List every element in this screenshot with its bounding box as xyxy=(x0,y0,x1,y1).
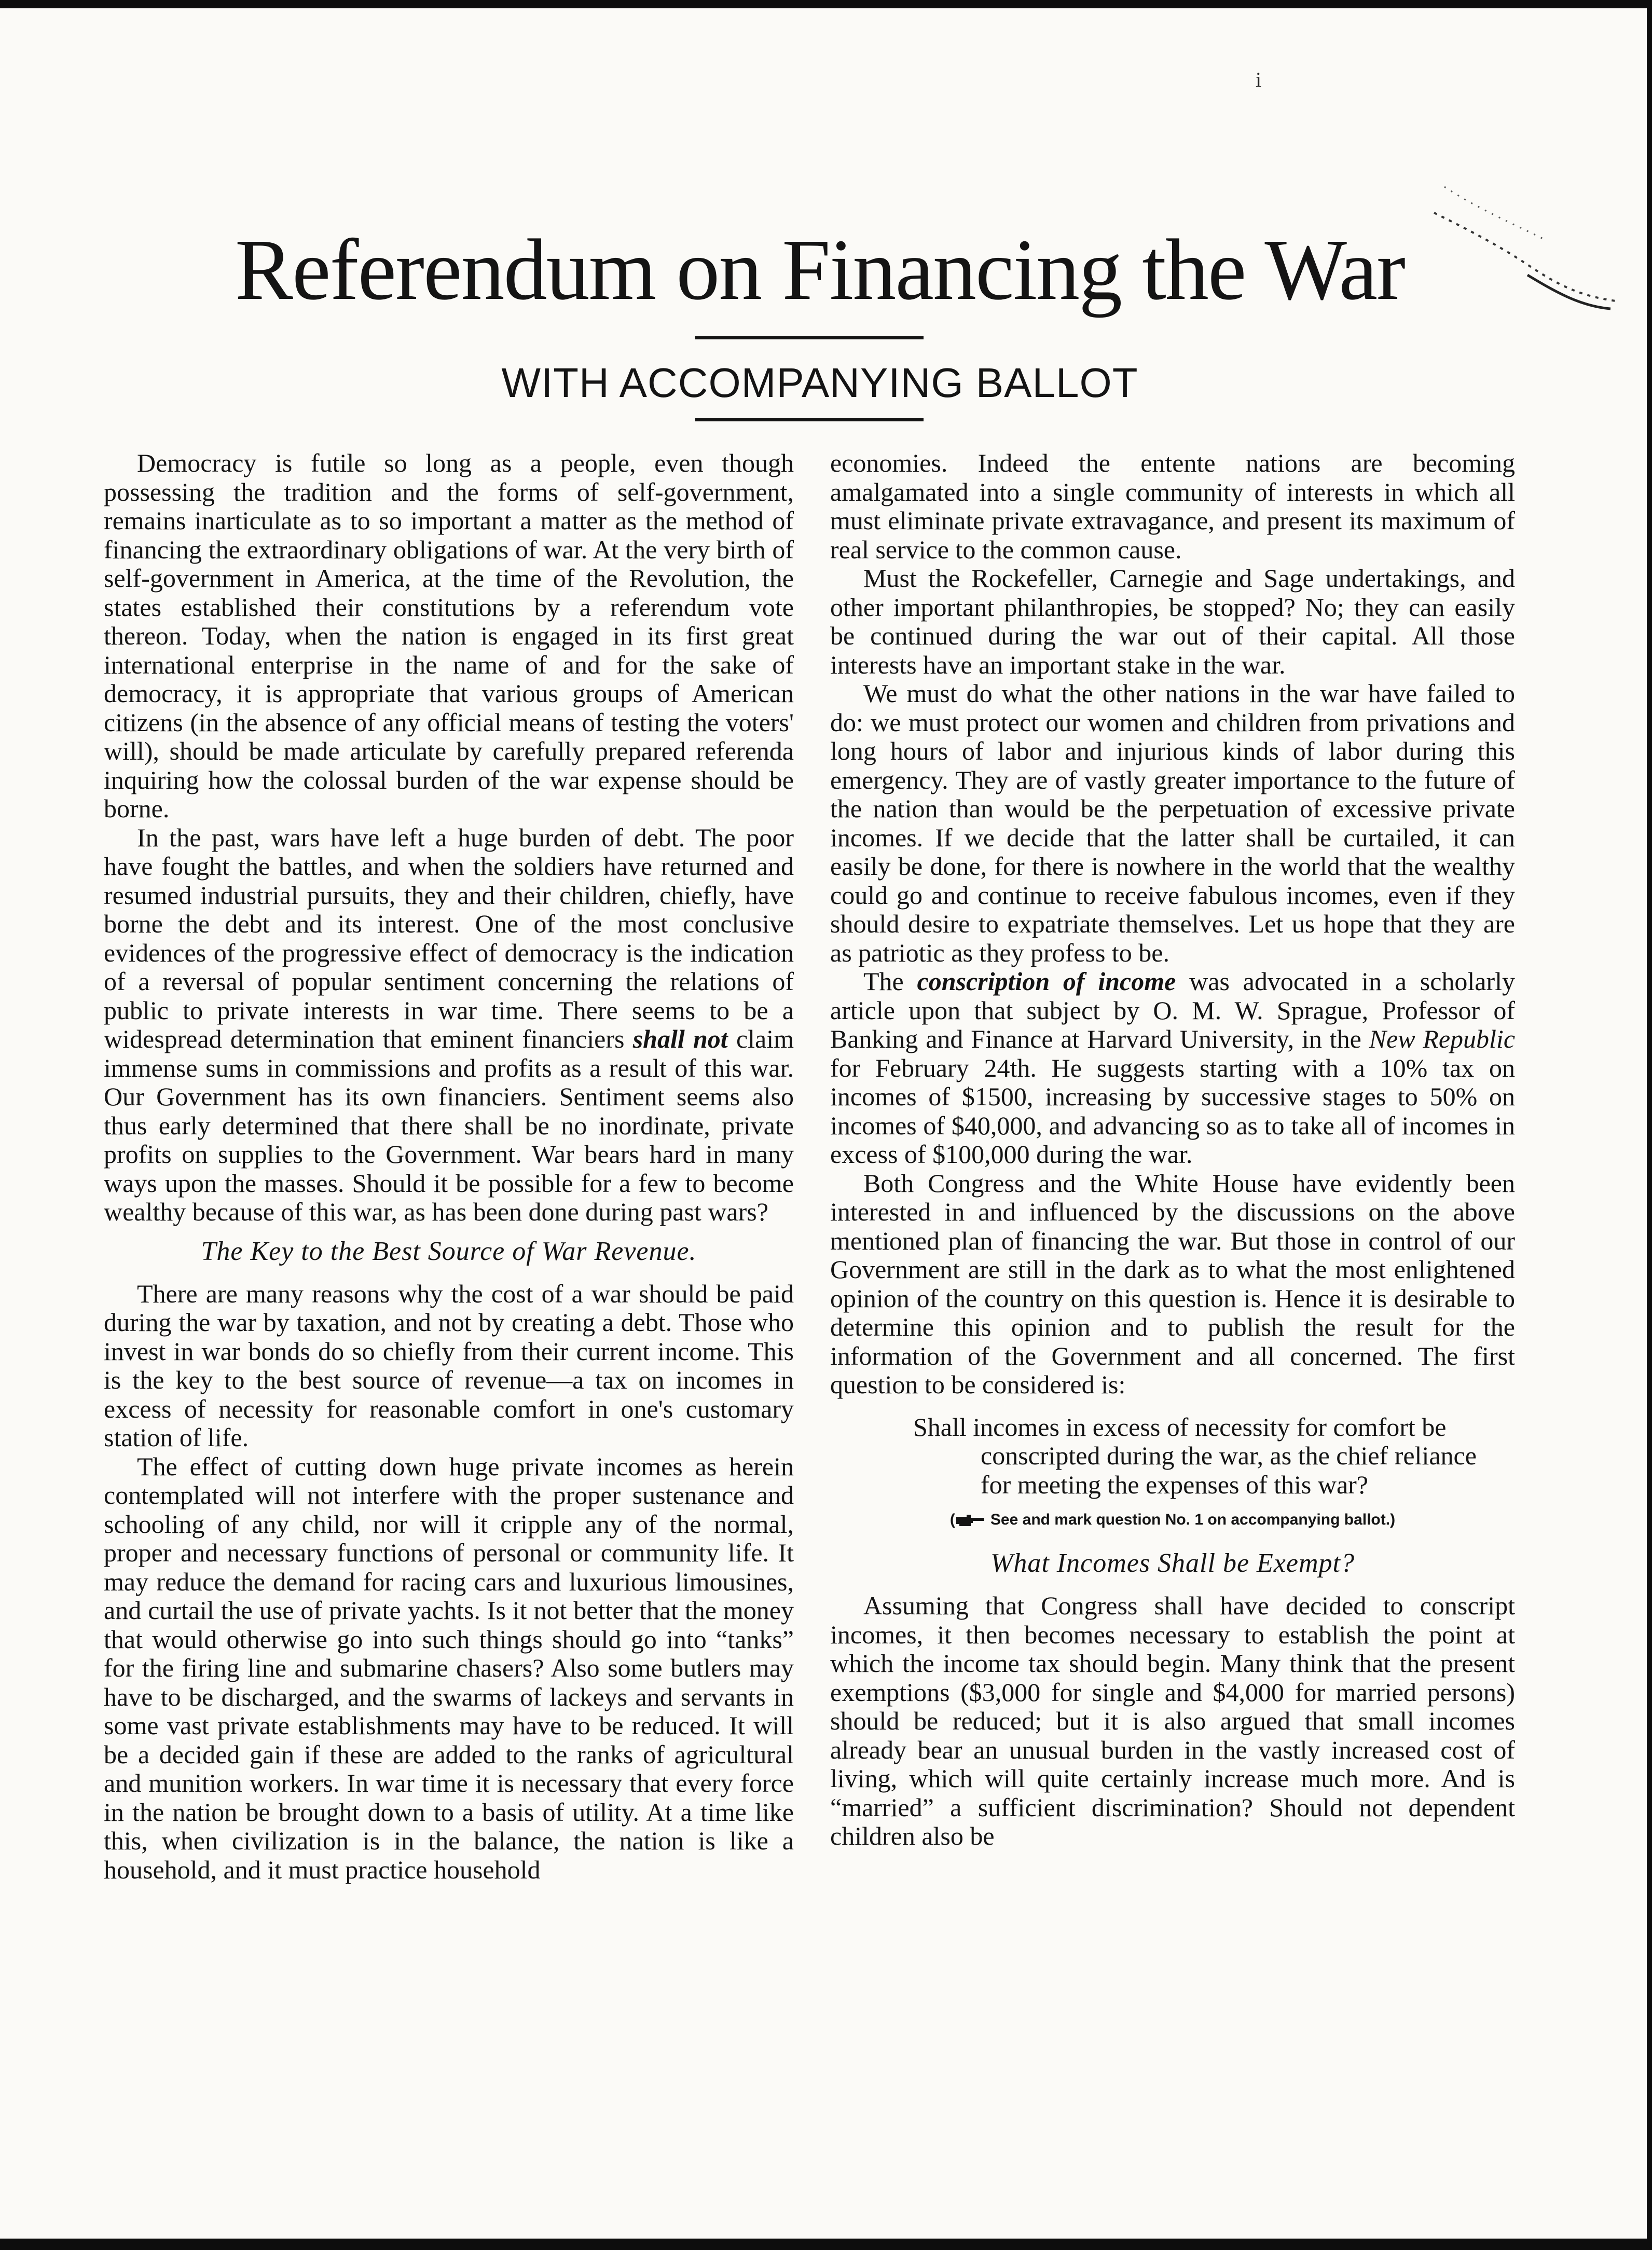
page-mark: i xyxy=(1256,68,1262,91)
scan-border-bottom xyxy=(0,2239,1652,2250)
right-paragraph-3: We must do what the other nations in the war have failed to do: we must protect our women and children from privations and long hours of labor and injurious kinds of labor during this emergency. They are of vastly greater importance to the future of the nation than would be the perpetuation of excessive private incomes. If we decide that the latter shall be curtailed, it can easily be done, for there is nowhere in the world that the wealthy could go and continue to receive fabulous incomes, even if they should desire to expatriate themselves. Let us hope that they are as patriotic as they profess to be. xyxy=(830,679,1515,967)
page-subtitle: WITH ACCOMPANYING BALLOT xyxy=(501,360,1138,406)
left-paragraph-3: There are many reasons why the cost of a war should be paid during the war by taxation, and not by creating a debt. Those who invest in war bonds do so chiefly from their current income. This is the key to the best source of revenue—a tax on incomes in excess of necessity for reasonable comfort in one's customary station of life. xyxy=(104,1279,794,1452)
left-paragraph-2-text-b: claim immense sums in commissions and profits as a result of this war. Our Government has its own financiers. Sentiment seems also thus early determined that there shall be no inordinate, private profits on supplies to the Government. War bears hard in many ways upon the masses. Should it be possible for a few to become wealthy because of this war, as has been done during past wars? xyxy=(104,1024,794,1226)
right-paragraph-4-emphasis-1: conscription of income xyxy=(917,967,1176,996)
pointing-hand-icon xyxy=(955,1514,985,1527)
right-paragraph-4-emphasis-2: New Republic xyxy=(1369,1024,1515,1053)
page-title: Referendum on Financing the War xyxy=(235,222,1405,318)
ballot-note xyxy=(830,1508,1515,1531)
ballot-question-1: Shall incomes in excess of necessity for comfort be conscripted during the war, as the chief reliance for meeting the expenses of this war? xyxy=(913,1412,1477,1499)
right-column xyxy=(830,449,1515,2172)
right-section-heading: What Incomes Shall be Exempt? xyxy=(990,1548,1355,1578)
ballot-note-open-paren: ( xyxy=(949,1511,955,1528)
left-paragraph-4: The effect of cutting down huge private incomes as herein contemplated will not interfere with the proper sustenance and schooling of any child, nor will it cripple any of the normal, proper and necessary functions of personal or community life. It may reduce the demand for racing cars and luxurious limousines, and curtail the use of private yachts. Is it not better that the money that would otherwise go into such things should go into “tanks” for the firing line and submarine chasers? Also some butlers may have to be discharged, and the swarms of lackeys and servants in some vast private establishments may have to be reduced. It will be a decided gain if these are added to the ranks of agricultural and munition workers. In war time it is necessary that every force in the nation be brought down to a basis of utility. At a time like this, when civilization is in the balance, the nation is like a household, and it must practice household xyxy=(104,1451,794,1884)
right-paragraph-4 xyxy=(830,967,1515,1169)
right-paragraph-4-text-b: was advocated in a scholarly article upon that subject by O. M. W. Sprague, Professor of Banking and Finance at Harvard University, in the xyxy=(830,967,1515,1053)
left-column xyxy=(104,449,794,2172)
right-paragraph-4-text-a: The xyxy=(863,967,917,996)
right-paragraph-4-text-c: for February 24th. He suggests starting with a 10% tax on incomes of $1500, increasing by successive stages to 50% on incomes of $40,000, and advancing so as to take all of incomes in excess of $100,000 during the war. xyxy=(830,1053,1515,1169)
left-section-heading: The Key to the Best Source of War Revenue. xyxy=(201,1236,697,1266)
right-paragraph-2: Must the Rockefeller, Carnegie and Sage undertakings, and other important philanthropies, be stopped? No; they can easily be continued during the war out of their capital. All those interests have an important stake in the war. xyxy=(830,564,1515,679)
scan-border-right xyxy=(1647,0,1652,2250)
scan-border-top xyxy=(0,0,1652,8)
right-paragraph-6: Assuming that Congress shall have decided to conscript incomes, it then becomes necessary to establish the point at which the income tax should begin. Many think that the present exemptions ($3,000 for single and $4,000 for married persons) should be reduced; but it is also argued that small incomes already bear an unusual burden in the vastly increased cost of living, which will quite certainly increase much more. And is “married” a sufficient discrimination? Should not dependent children also be xyxy=(830,1591,1515,1850)
title-rule-bottom xyxy=(695,418,924,421)
left-paragraph-2-text-a: In the past, wars have left a huge burden of debt. The poor have fought the battles, and when the soldiers have returned and resumed industrial pursuits, they and their children, chiefly, have borne the debt and its interest. One of the most conclusive evidences of the progressive effect of democracy is the indication of a reversal of popular sentiment concerning the relations of public to private interests in war time. There seems to be a widespread determination that eminent financiers xyxy=(104,822,794,1053)
left-paragraph-2-emphasis: shall not xyxy=(632,1024,728,1053)
ballot-note-text: See and mark question No. 1 on accompanying ballot.) xyxy=(990,1511,1396,1528)
right-paragraph-1: economies. Indeed the entente nations are becoming amalgamated into a single community of interests in which all must eliminate private extravagance, and present its maximum of real service to the common cause. xyxy=(830,449,1515,564)
title-rule-top xyxy=(695,336,924,339)
left-paragraph-2 xyxy=(104,824,794,1227)
right-paragraph-5: Both Congress and the White House have evidently been interested in and influenced by the discussions on the above mentioned plan of financing the war. But those in control of our Government are still in the dark as to what the most enlightened opinion of the country on this question is. Hence it is desirable to determine this opinion and to publish the result for the information of the Government and all concerned. The first question to be considered is: xyxy=(830,1168,1515,1399)
left-paragraph-1: Democracy is futile so long as a people, even though possessing the tradition and the forms of self-government, remains inarticulate as to so important a matter as the method of financing the extraordinary obligations of war. At the very birth of self-government in America, at the time of the Revolution, the states established their constitutions by a referendum vote thereon. Today, when the nation is engaged in its first great international enterprise in the name of and for the sake of democracy, it is appropriate that various groups of American citizens (in the absence of any official means of testing the voters' will), should be made articulate by carefully prepared referenda inquiring how the colossal burden of the war expense should be borne. xyxy=(104,449,794,823)
